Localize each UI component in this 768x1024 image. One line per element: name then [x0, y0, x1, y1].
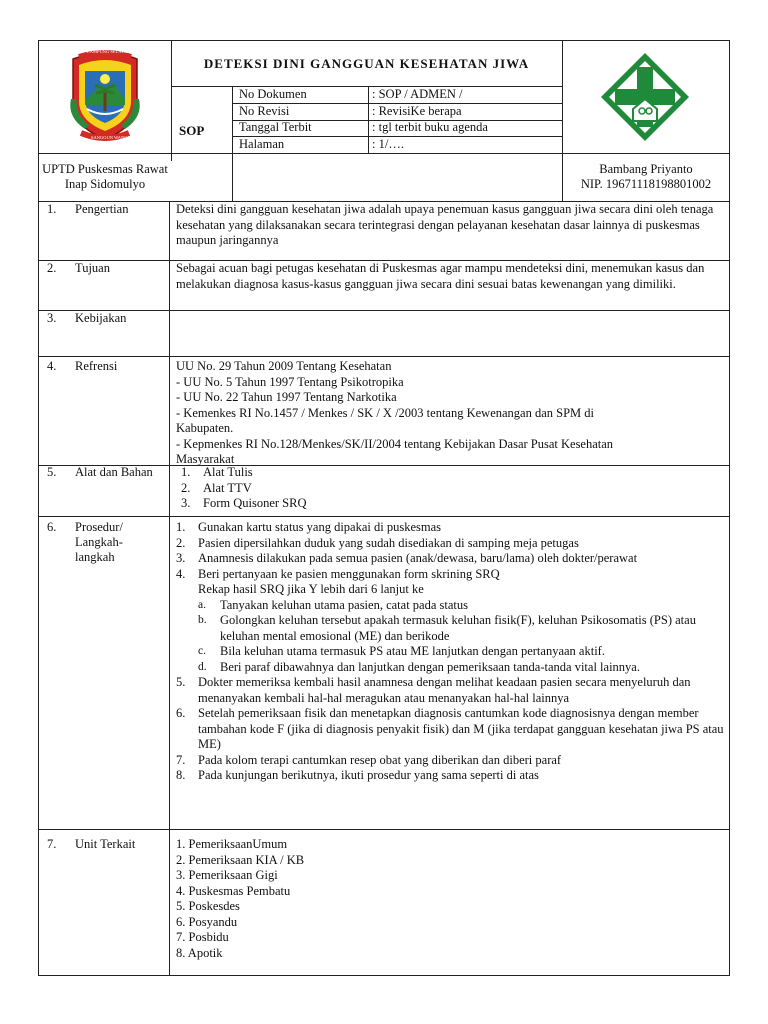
- row-label: Pengertian: [75, 202, 129, 216]
- list-item: 6. Posyandu: [176, 914, 238, 929]
- signer-nip: NIP. 19671118198801002: [580, 177, 712, 191]
- org-name: Inap Sidomulyo: [64, 177, 146, 191]
- row-label: Alat dan Bahan: [75, 465, 153, 479]
- procedure-substep: a. Tanyakan keluhan utama pasien, catat pada status: [198, 597, 468, 612]
- pengertian-text: Deteksi dini gangguan kesehatan jiwa adalah upaya penemuan kasus gangguan jiwa secara dini oleh tenaga kesehatan yang dilaksanakan secara terintegrasi dengan pelayanan kesehatan dasar lainnya di puskesmas maupun jaringannya: [176, 202, 714, 247]
- list-item: 3. Form Quisoner SRQ: [181, 496, 307, 510]
- row-number: 2.: [47, 261, 57, 275]
- divider: [39, 356, 729, 357]
- procedure-step: 1. Gunakan kartu status yang dipakai di puskesmas: [176, 520, 442, 534]
- divider: [39, 516, 729, 517]
- list-item: 1. Alat Tulis: [181, 465, 253, 479]
- reference-line: Masyarakat: [176, 452, 235, 466]
- row-number: 7.: [47, 837, 57, 851]
- list-item: 2. Alat TTV: [181, 480, 252, 495]
- procedure-step: 6. Setelah pemeriksaan fisik dan menetapkan diagnosis cantumkan kode diagnosisnya dengan member tambahan kode F (jika di diagnosis penyakit fisik) dan M (jika terdapat gangguan kesehatan jiwa PS atau ME): [176, 706, 724, 751]
- list-item: 7. Posbidu: [176, 930, 229, 944]
- signer-name: Bambang Priyanto: [599, 162, 693, 176]
- procedure-step: 3. Anamnesis dilakukan pada semua pasien (anak/dewasa, baru/lama) oleh dokter/perawat: [176, 551, 638, 565]
- row-label: Langkah-: [75, 535, 123, 549]
- procedure-step: 7. Pada kolom terapi cantumkan resep obat yang diberikan dan diberi paraf: [176, 752, 562, 767]
- list-item: 8. Apotik: [176, 945, 223, 960]
- row-number: 5.: [47, 465, 57, 479]
- procedure-step: 5. Dokter memeriksa kembali hasil anamnesa dengan melihat keadaan pasien secara menyeluruh dan menanyakan kembali hal-hal meragukan atau menanyakan hal-hal lainnya: [176, 675, 691, 705]
- divider: [39, 153, 729, 154]
- list-item: 5. Poskesdes: [176, 899, 240, 913]
- meta-label: No Revisi: [239, 104, 290, 118]
- reference-line: - Kepmenkes RI No.128/Menkes/SK/II/2004 tentang Kebijakan Dasar Pusat Kesehatan: [176, 436, 614, 451]
- meta-label: Tanggal Terbit: [239, 120, 312, 134]
- logo-text-top: LAMPUNG SELATAN: [87, 49, 131, 54]
- row-label: langkah: [75, 550, 115, 564]
- row-number: 3.: [47, 311, 57, 325]
- row-number: 4.: [47, 359, 57, 373]
- row-label: Kebijakan: [75, 311, 127, 325]
- divider: [39, 829, 729, 830]
- reference-line: Kabupaten.: [176, 421, 234, 435]
- regency-logo: [65, 49, 145, 141]
- meta-label: No Dokumen: [239, 87, 307, 101]
- step-note: Rekap hasil SRQ jika Y lebih dari 6 lanjut ke: [198, 582, 424, 596]
- list-item: 1. PemeriksaanUmum: [176, 837, 288, 851]
- document-title: DETEKSI DINI GANGGUAN KESEHATAN JIWA: [203, 56, 530, 71]
- procedure-substep: c. Bila keluhan utama termasuk PS atau ME lanjutkan dengan pertanyaan aktif.: [198, 644, 605, 658]
- reference-line: - Kemenkes RI No.1457 / Menkes / SK / X /2003 tentang Kewenangan dan SPM di: [176, 405, 594, 420]
- meta-value: : 1/….: [372, 137, 404, 151]
- reference-line: UU No. 29 Tahun 2009 Tentang Kesehatan: [176, 359, 392, 373]
- procedure-step: 8. Pada kunjungan berikutnya, ikuti prosedur yang sama seperti di atas: [176, 768, 539, 782]
- tujuan-text: Sebagai acuan bagi petugas kesehatan di Puskesmas agar mampu mendeteksi dini, menemukan kasus dan melakukan diagnosa kasus-kasus gangguan jiwa secara dini sesuai batas kewenangan yang dimiliki.: [176, 261, 705, 291]
- row-number: 1.: [47, 202, 57, 216]
- meta-value: : RevisiKe berapa: [372, 104, 462, 118]
- meta-label: Halaman: [239, 137, 285, 151]
- procedure-step: 2. Pasien dipersilahkan duduk yang sudah disediakan di samping meja petugas: [176, 535, 579, 550]
- prosedur-list: [176, 520, 724, 784]
- procedure-step: 4. Beri pertanyaan ke pasien menggunakan form skrining SRQ Rekap hasil SRQ jika Y lebih dari 6 lanjut ke a. Tanyakan keluhan utama pasien, catat pada status b. Golongkan keluhan tersebut apakah termasuk keluhan fisik(F), keluhan Psikosomatis (PS) atau keluhan mental emosional (ME) dan berikode c. Bila keluhan utama termasuk PS atau ME lanjutkan dengan pertanyaan aktif. d. Beri paraf dibawahnya dan lanjutkan dengan pemeriksaan tanda-tanda vital lainnya.: [176, 567, 724, 676]
- row-label: Refrensi: [75, 359, 118, 373]
- puskesmas-logo: [599, 51, 691, 143]
- list-item: 3. Pemeriksaan Gigi: [176, 868, 278, 882]
- divider: [169, 201, 170, 976]
- row-label: Prosedur/: [75, 520, 123, 534]
- divider: [171, 86, 562, 87]
- unit-list: [176, 837, 724, 961]
- list-item: 4. Puskesmas Pembatu: [176, 883, 291, 898]
- row-label: Unit Terkait: [75, 837, 136, 851]
- meta-value: : tgl terbit buku agenda: [372, 120, 488, 134]
- procedure-substep: d. Beri paraf dibawahnya dan lanjutkan dengan pemeriksaan tanda-tanda vital lainnya.: [198, 659, 640, 674]
- row-number: 6.: [47, 520, 57, 534]
- procedure-substep: b. Golongkan keluhan tersebut apakah termasuk keluhan fisik(F), keluhan Psikosomatis (PS) atau keluhan mental emosional (ME) dan berikode: [198, 613, 696, 643]
- divider: [39, 310, 729, 311]
- list-item: 2. Pemeriksaan KIA / KB: [176, 852, 305, 867]
- reference-line: - UU No. 5 Tahun 1997 Tentang Psikotropika: [176, 374, 404, 389]
- sop-label: SOP: [179, 123, 205, 138]
- logo-text-bottom: SANGGUN WANGIKAN: [91, 135, 139, 140]
- org-name: UPTD Puskesmas Rawat: [42, 162, 168, 176]
- row-label: Tujuan: [75, 261, 110, 275]
- alat-list: [181, 465, 721, 512]
- meta-value: : SOP / ADMEN /: [372, 87, 463, 101]
- refrensi-list: [176, 359, 724, 468]
- sop-document: [38, 40, 730, 976]
- reference-line: - UU No. 22 Tahun 1997 Tentang Narkotika: [176, 390, 397, 404]
